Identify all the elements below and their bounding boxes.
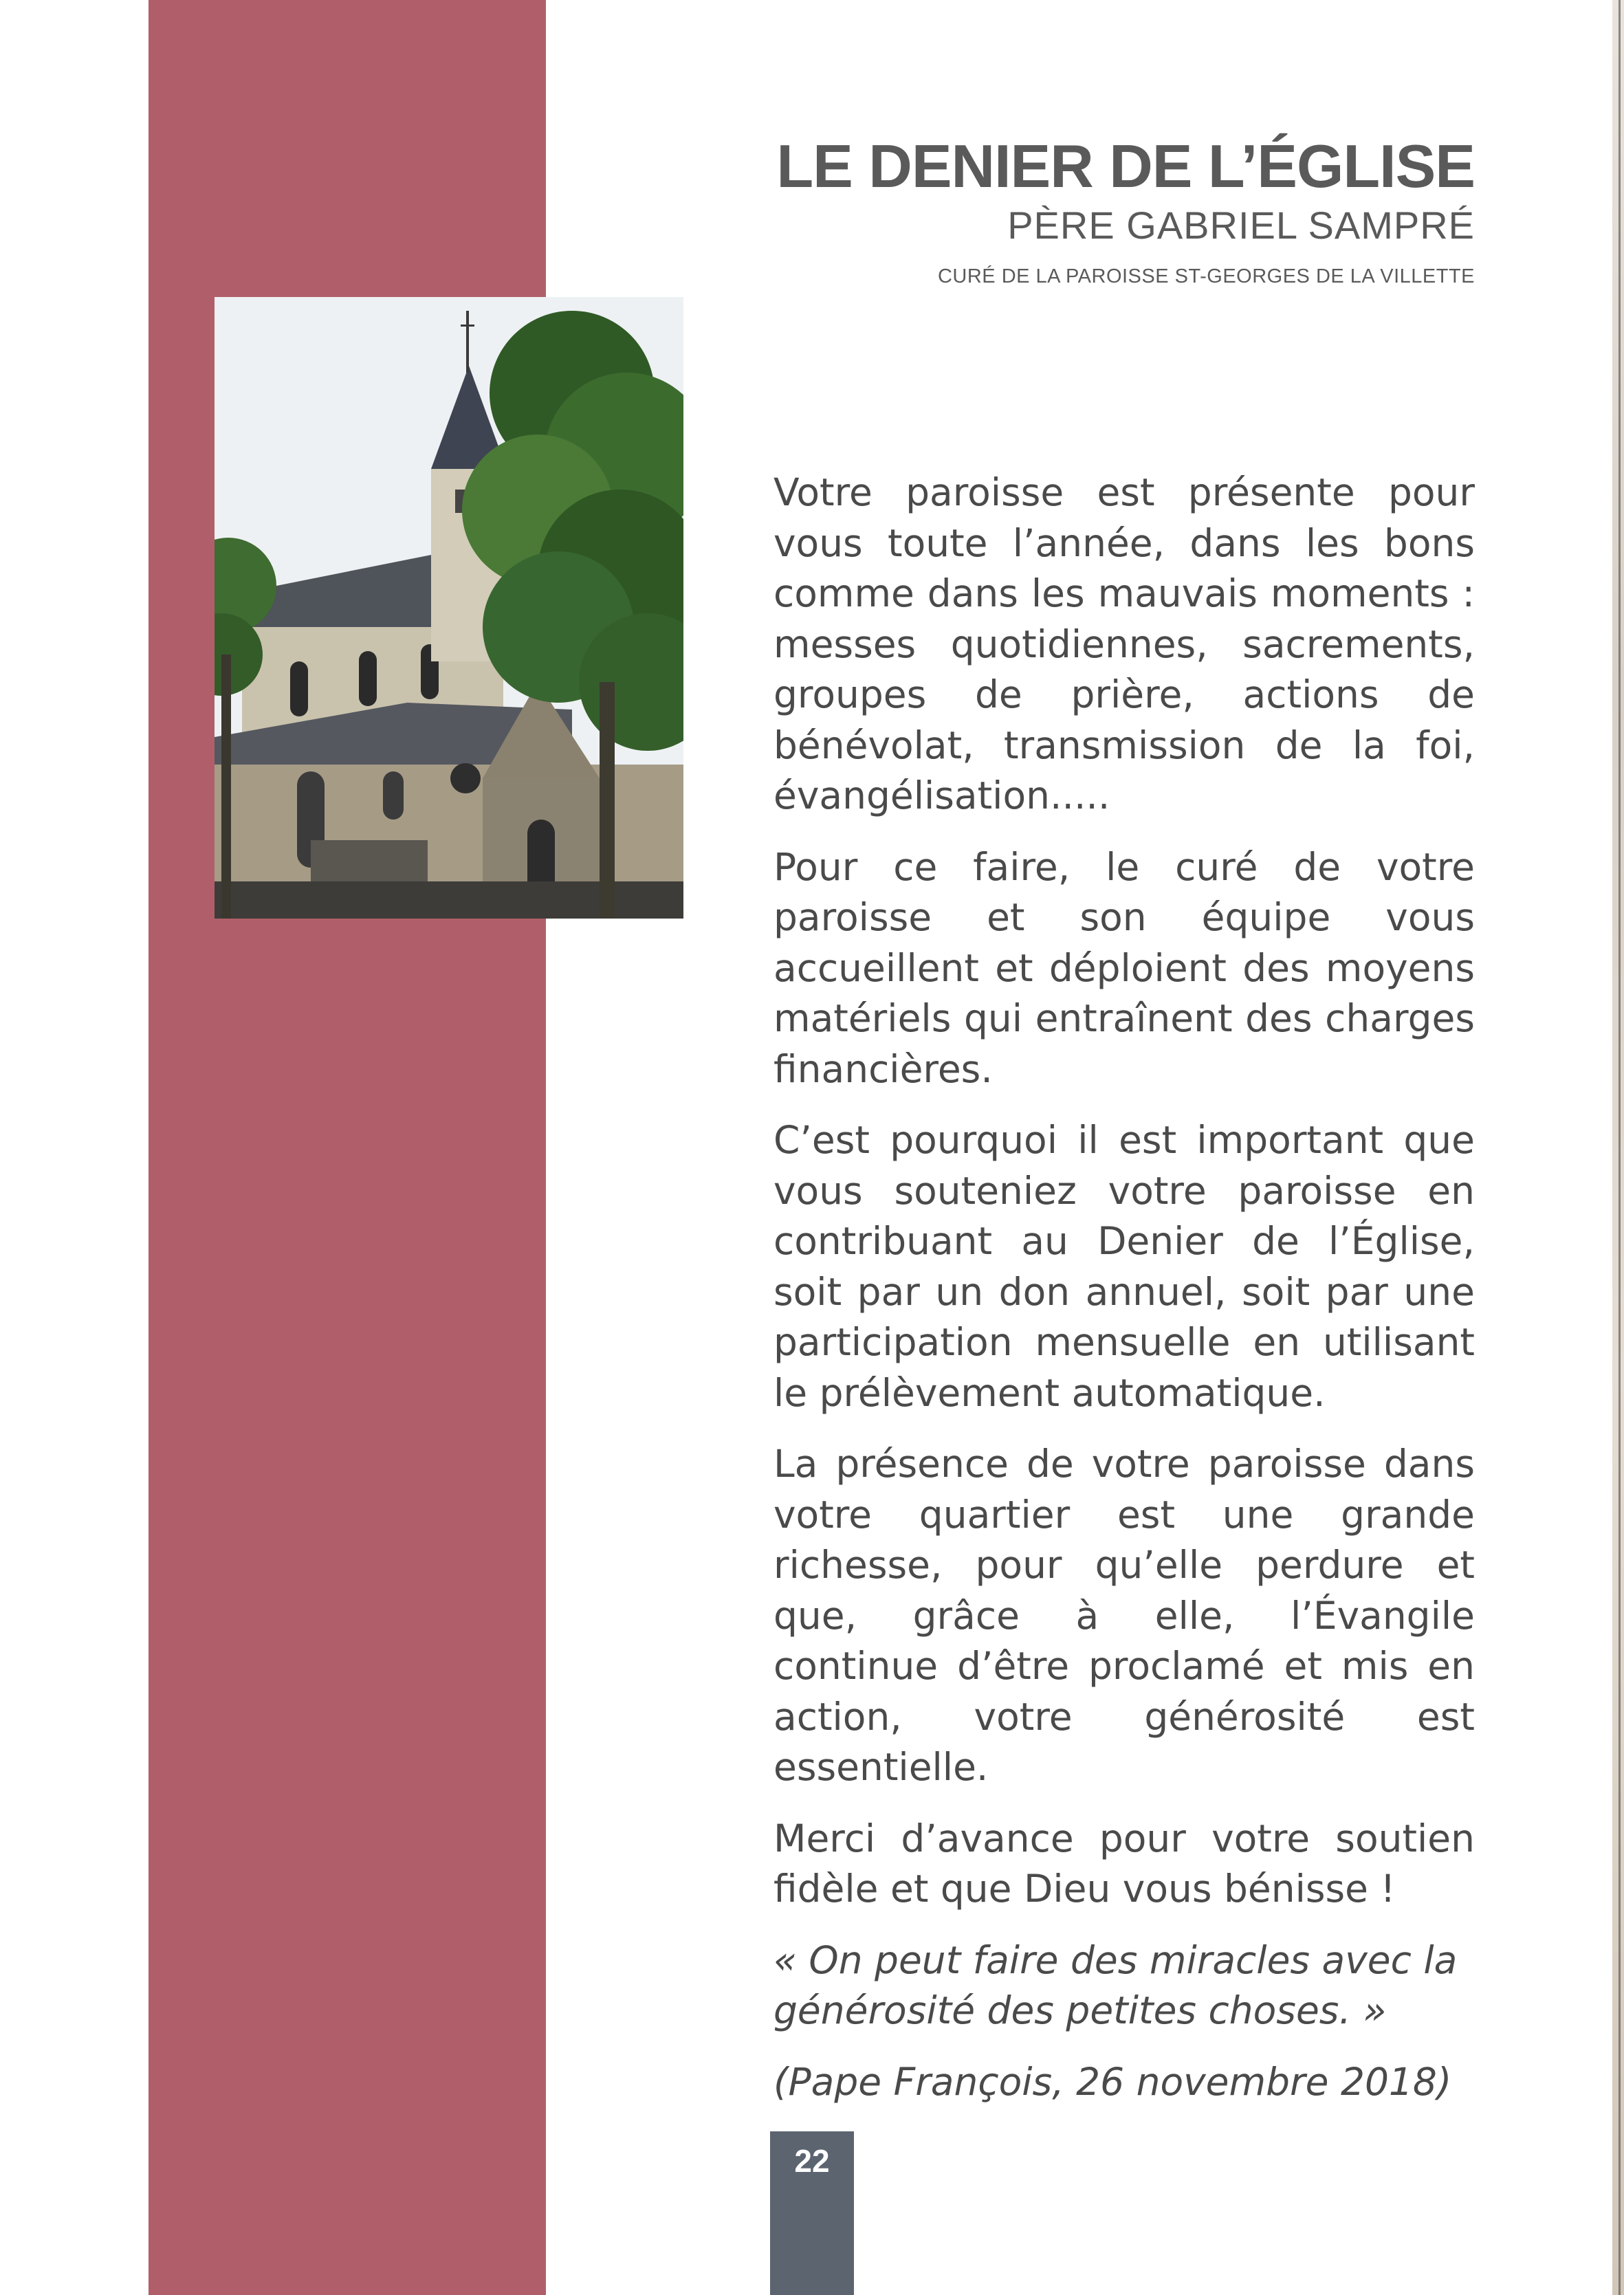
page-title: LE DENIER DE L’ÉGLISE <box>776 132 1475 200</box>
pull-quote: « On peut faire des miracles avec la générosité des petites choses. » <box>773 1937 1458 2032</box>
church-photo <box>215 297 683 919</box>
paragraph: Pour ce faire, le curé de votre paroisse et son équipe vous accueillent et déploient des moyens matériels qui entraînent des charges financières. <box>773 844 1475 1091</box>
page-fold-line <box>1618 0 1621 2295</box>
page-number: 22 <box>794 2143 830 2179</box>
quote-citation: (Pape François, 26 novembre 2018) <box>773 2059 1452 2104</box>
author-role: CURÉ DE LA PAROISSE ST-GEORGES DE LA VILLETTE <box>937 265 1475 287</box>
article-body <box>773 468 1475 2128</box>
author-name: PÈRE GABRIEL SAMPRÉ <box>1007 204 1475 247</box>
paragraph: Merci d’avance pour votre soutien fidèle et que Dieu vous bénisse ! <box>773 1816 1475 1911</box>
paragraph: Votre paroisse est présente pour vous toute l’année, dans les bons comme dans les mauvais moments : messes quotidiennes, sacrements, groupes de prière, actions de bénévolat, transmission de la foi, évangélisation..... <box>773 470 1475 817</box>
paragraph: La présence de votre paroisse dans votre quartier est une grande richesse, pour qu’elle perdure et que, grâce à elle, l’Évangile continue d’être proclamé et mis en action, votre générosité est essentielle. <box>773 1442 1475 1789</box>
paragraph: C’est pourquoi il est important que vous souteniez votre paroisse en contribuant au Denier de l’Église, soit par un don annuel, soit par une participation mensuelle en utilisant le prélèvement automatique. <box>773 1118 1475 1415</box>
